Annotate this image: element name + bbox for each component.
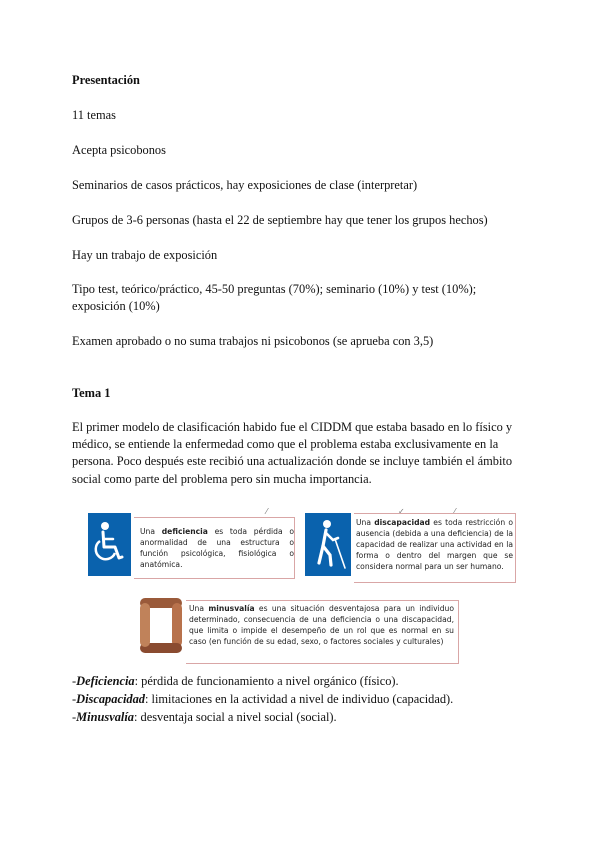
- definition-item-discapacidad: -Discapacidad: limitaciones en la actividad a nivel de individuo (capacidad).: [72, 692, 454, 706]
- exam-note: Examen aprobado o no suma trabajos ni psicobonos (se aprueba con 3,5): [72, 334, 434, 348]
- discapacidad-definition: Una discapacidad es toda restricción o ausencia (debida a una deficiencia) de la capacidad de realizar una actividad en la forma o dentro del margen que se considera normal para un ser humano.: [356, 518, 513, 571]
- list-item: Hay un trabajo de exposición: [72, 248, 218, 262]
- list-item: Grupos de 3-6 personas (hasta el 22 de septiembre hay que tener los grupos hechos): [72, 213, 488, 227]
- section-heading-tema-1: Tema 1: [72, 386, 111, 400]
- wheelchair-icon: [88, 513, 131, 576]
- list-item: 11 temas: [72, 108, 116, 122]
- tick-mark: ⁄: [454, 507, 456, 516]
- list-item: Acepta psicobonos: [72, 143, 166, 157]
- tick-mark: ✓: [398, 507, 405, 516]
- joined-hands-icon: [137, 595, 185, 659]
- list-item: Seminarios de casos prácticos, hay exposiciones de clase (interpretar): [72, 178, 418, 192]
- tema1-paragraph: El primer modelo de clasificación habido fue el CIDDM que estaba basado en lo físico y médico, se entiende la enfermedad como que el problema estaba exclusivamente en la persona. Poco después este recibió una actualización donde se incluye también el ámbito social como parte del problema pero sin mucha importancia.: [72, 420, 513, 486]
- minusvalia-definition: Una minusvalía es una situación desventajosa para un individuo determinado, consecuencia de una deficiencia o una discapacidad, que limita o impide el desempeño de un rol que es normal en su caso (en función de su edad, sexo, o factores sociales y culturales): [189, 604, 454, 646]
- tick-mark: ⁄: [266, 507, 268, 516]
- deficiencia-definition: Una deficiencia es toda pérdida o anormalidad de una estructura o función psicológica, fisiológica o anatómica.: [140, 527, 294, 569]
- definition-item-minusvalia: -Minusvalía: desventaja social a nivel social (social).: [72, 710, 337, 724]
- section-heading-presentacion: Presentación: [72, 73, 140, 87]
- grading-line: Tipo test, teórico/práctico, 45-50 preguntas (70%); seminario (10%) y test (10%);: [72, 282, 477, 296]
- definition-item-deficiencia: -Deficiencia: pérdida de funcionamiento a nivel orgánico (físico).: [72, 674, 399, 688]
- grading-line: exposición (10%): [72, 299, 160, 313]
- blind-person-cane-icon: [305, 513, 351, 576]
